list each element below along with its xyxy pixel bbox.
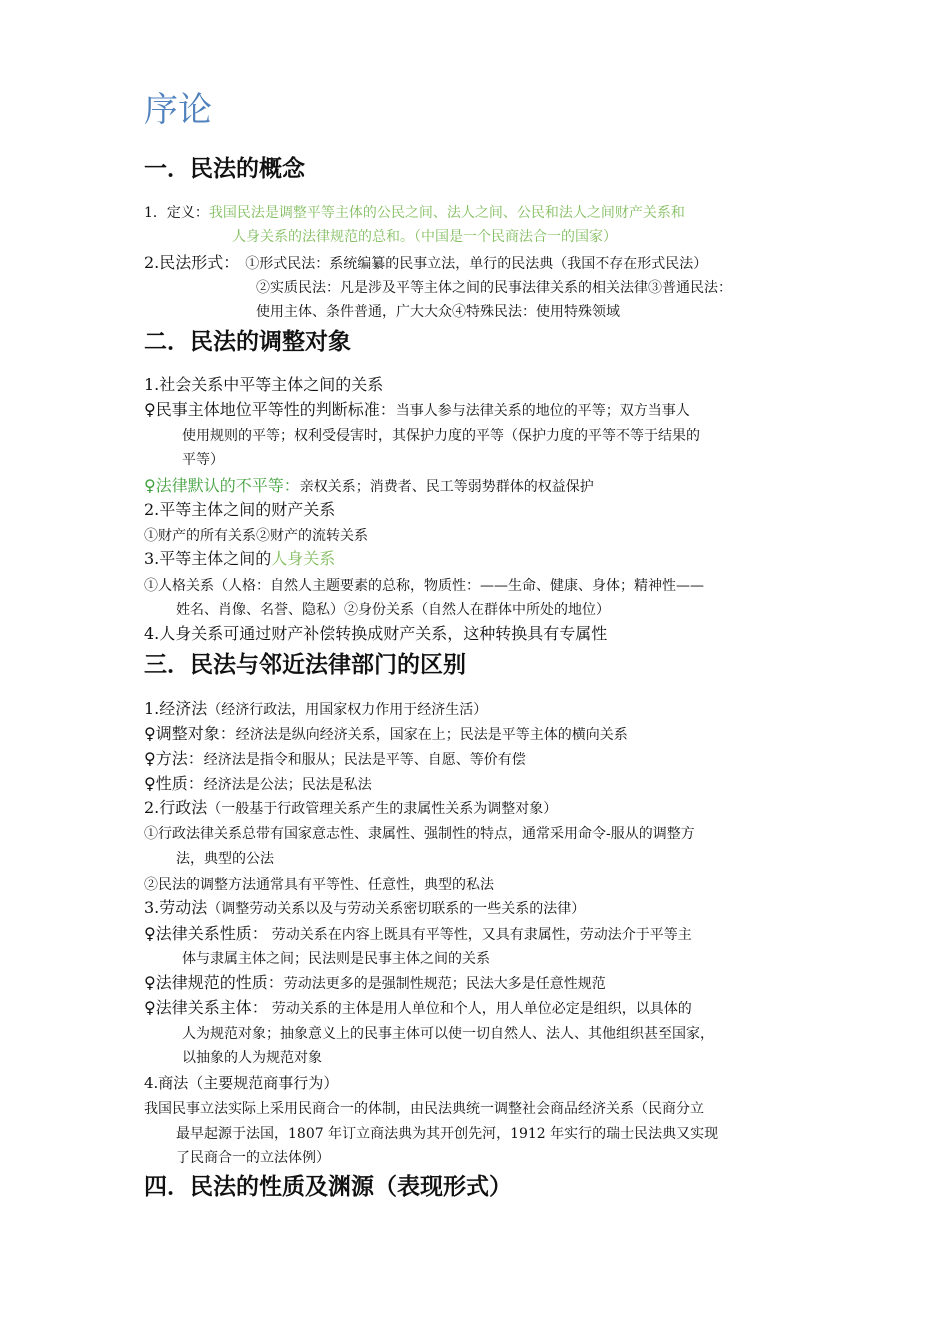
personality-line-2: 姓名、肖像、名誉、隐私）②身份关系（自然人在群体中所处的地位） <box>176 602 610 618</box>
admin-law-note: （一般基于行政管理关系产生的隶属性关系为调整对象） <box>207 801 558 817</box>
section-heading-4: 四．民法的性质及渊源（表现形式） <box>144 1174 512 1200</box>
commercial-law-line: 4.商法（主要规范商事行为） <box>144 1074 339 1092</box>
commercial-line-1: 我国民事立法实际上采用民商合一的体制，由民法典统一调整社会商品经济关系（民商分立 <box>144 1101 704 1117</box>
section-heading-2: 二．民法的调整对象 <box>144 329 351 355</box>
form-line-2: ②实质民法：凡是涉及平等主体之间的民事法律关系的相关法律③普通民法： <box>256 280 732 296</box>
definition-text: 我国民法是调整平等主体的公民之间、法人之间、公民和法人之间财产关系和 <box>208 205 685 221</box>
section-heading-1: 一．民法的概念 <box>144 156 305 182</box>
admin-line-2: 法，典型的公法 <box>176 851 274 867</box>
labor-norm-head: ♀法律规范的性质： <box>144 973 284 992</box>
admin-line-3: ②民法的调整方法通常具有平等性、任意性，典型的私法 <box>144 877 494 893</box>
economic-method-line <box>144 747 526 772</box>
personal-relation-highlight: 人身关系 <box>271 549 336 568</box>
inequality-head: ♀法律默认的不平等： <box>144 476 300 495</box>
paragraph <box>144 547 335 571</box>
economic-nature-line <box>144 772 372 797</box>
labor-subject-line-3: 以抽象的人为规范对象 <box>182 1050 322 1066</box>
criteria-line-3: 平等） <box>182 452 224 468</box>
form-label: 2.民法形式： <box>144 253 240 272</box>
labor-subject-line-2: 人为规范对象；抽象意义上的民事主体可以使一切自然人、法人、其他组织甚至国家， <box>182 1026 714 1042</box>
economic-method-text: 经济法是指令和服从；民法是平等、自愿、等价有偿 <box>203 752 526 768</box>
labor-relation-line-1 <box>144 922 692 947</box>
personality-line-1: ①人格关系（人格：自然人主题要素的总称，物质性：——生命、健康、身体；精神性—— <box>144 578 704 594</box>
economic-law-head: 1.经济法 <box>144 699 208 718</box>
section-heading-3: 三．民法与邻近法律部门的区别 <box>144 652 466 678</box>
inequality-line <box>144 474 594 499</box>
labor-law-head: 3.劳动法 <box>144 898 208 917</box>
form-line-3: 使用主体、条件普通，广大大众④特殊民法：使用特殊领域 <box>256 304 620 320</box>
economic-nature-text: 经济法是公法；民法是私法 <box>203 777 372 793</box>
definition-label: 1．定义： <box>144 205 209 221</box>
economic-method-head: ♀方法： <box>144 749 204 768</box>
definition-line-2: 人身关系的法律规范的总和。（中国是一个民商法合一的国家） <box>232 229 617 245</box>
labor-subject-text: 劳动关系的主体是用人单位和个人，用人单位必定是组织，以具体的 <box>271 1001 692 1017</box>
economic-law-line <box>144 697 487 722</box>
admin-line-1: ①行政法律关系总带有国家意志性、隶属性、强制性的特点，通常采用命令-服从的调整方 <box>144 826 695 842</box>
economic-object-text: 经济法是纵向经济关系，国家在上；民法是平等主体的横向关系 <box>235 727 628 743</box>
criteria-line-1 <box>144 398 690 423</box>
labor-subject-head: ♀法律关系主体： <box>144 998 268 1017</box>
labor-norm-text: 劳动法更多的是强制性规范；民法大多是任意性规范 <box>283 976 606 992</box>
criteria-text: 当事人参与法律关系的地位的平等；双方当事人 <box>395 403 690 419</box>
labor-relation-text: 劳动关系在内容上既具有平等性，又具有隶属性，劳动法介于平等主 <box>271 927 692 943</box>
labor-law-note: （调整劳动关系以及与劳动关系密切联系的一些关系的法律） <box>207 901 586 917</box>
economic-law-note: （经济行政法，用国家权力作用于经济生活） <box>207 702 488 718</box>
labor-relation-line-2: 体与隶属主体之间；民法则是民事主体之间的关系 <box>182 951 490 967</box>
inequality-text: 亲权关系；消费者、民工等弱势群体的权益保护 <box>299 479 594 495</box>
form-line-1 <box>144 251 707 276</box>
labor-relation-head: ♀法律关系性质： <box>144 924 268 943</box>
labor-law-line <box>144 896 585 921</box>
admin-law-line <box>144 796 557 821</box>
labor-subject-line-1 <box>144 996 692 1021</box>
paragraph: ①财产的所有关系②财产的流转关系 <box>144 528 368 544</box>
admin-law-head: 2.行政法 <box>144 798 208 817</box>
economic-object-head: ♀调整对象： <box>144 724 236 743</box>
paragraph: 2.平等主体之间的财产关系 <box>144 500 336 519</box>
page-title: 序论 <box>144 90 212 130</box>
commercial-line-3: 了民商合一的立法体例） <box>176 1150 330 1166</box>
paragraph: 4.人身关系可通过财产补偿转换成财产关系，这种转换具有专属性 <box>144 624 608 643</box>
commercial-line-2: 最早起源于法国，1807 年订立商法典为其开创先河，1912 年实行的瑞士民法典又实现 <box>176 1126 719 1142</box>
form-text: ①形式民法：系统编纂的民事立法，单行的民法典（我国不存在形式民法） <box>245 256 708 272</box>
personal-relation-text: 3.平等主体之间的 <box>144 549 272 568</box>
economic-nature-head: ♀性质： <box>144 774 204 793</box>
definition-line-1 <box>144 201 685 225</box>
paragraph: 1.社会关系中平等主体之间的关系 <box>144 375 384 394</box>
economic-object-line <box>144 722 628 747</box>
criteria-head: ♀民事主体地位平等性的判断标准： <box>144 400 396 419</box>
labor-norm-line <box>144 971 606 996</box>
criteria-line-2: 使用规则的平等；权利受侵害时，其保护力度的平等（保护力度的平等不等于结果的 <box>182 428 700 444</box>
